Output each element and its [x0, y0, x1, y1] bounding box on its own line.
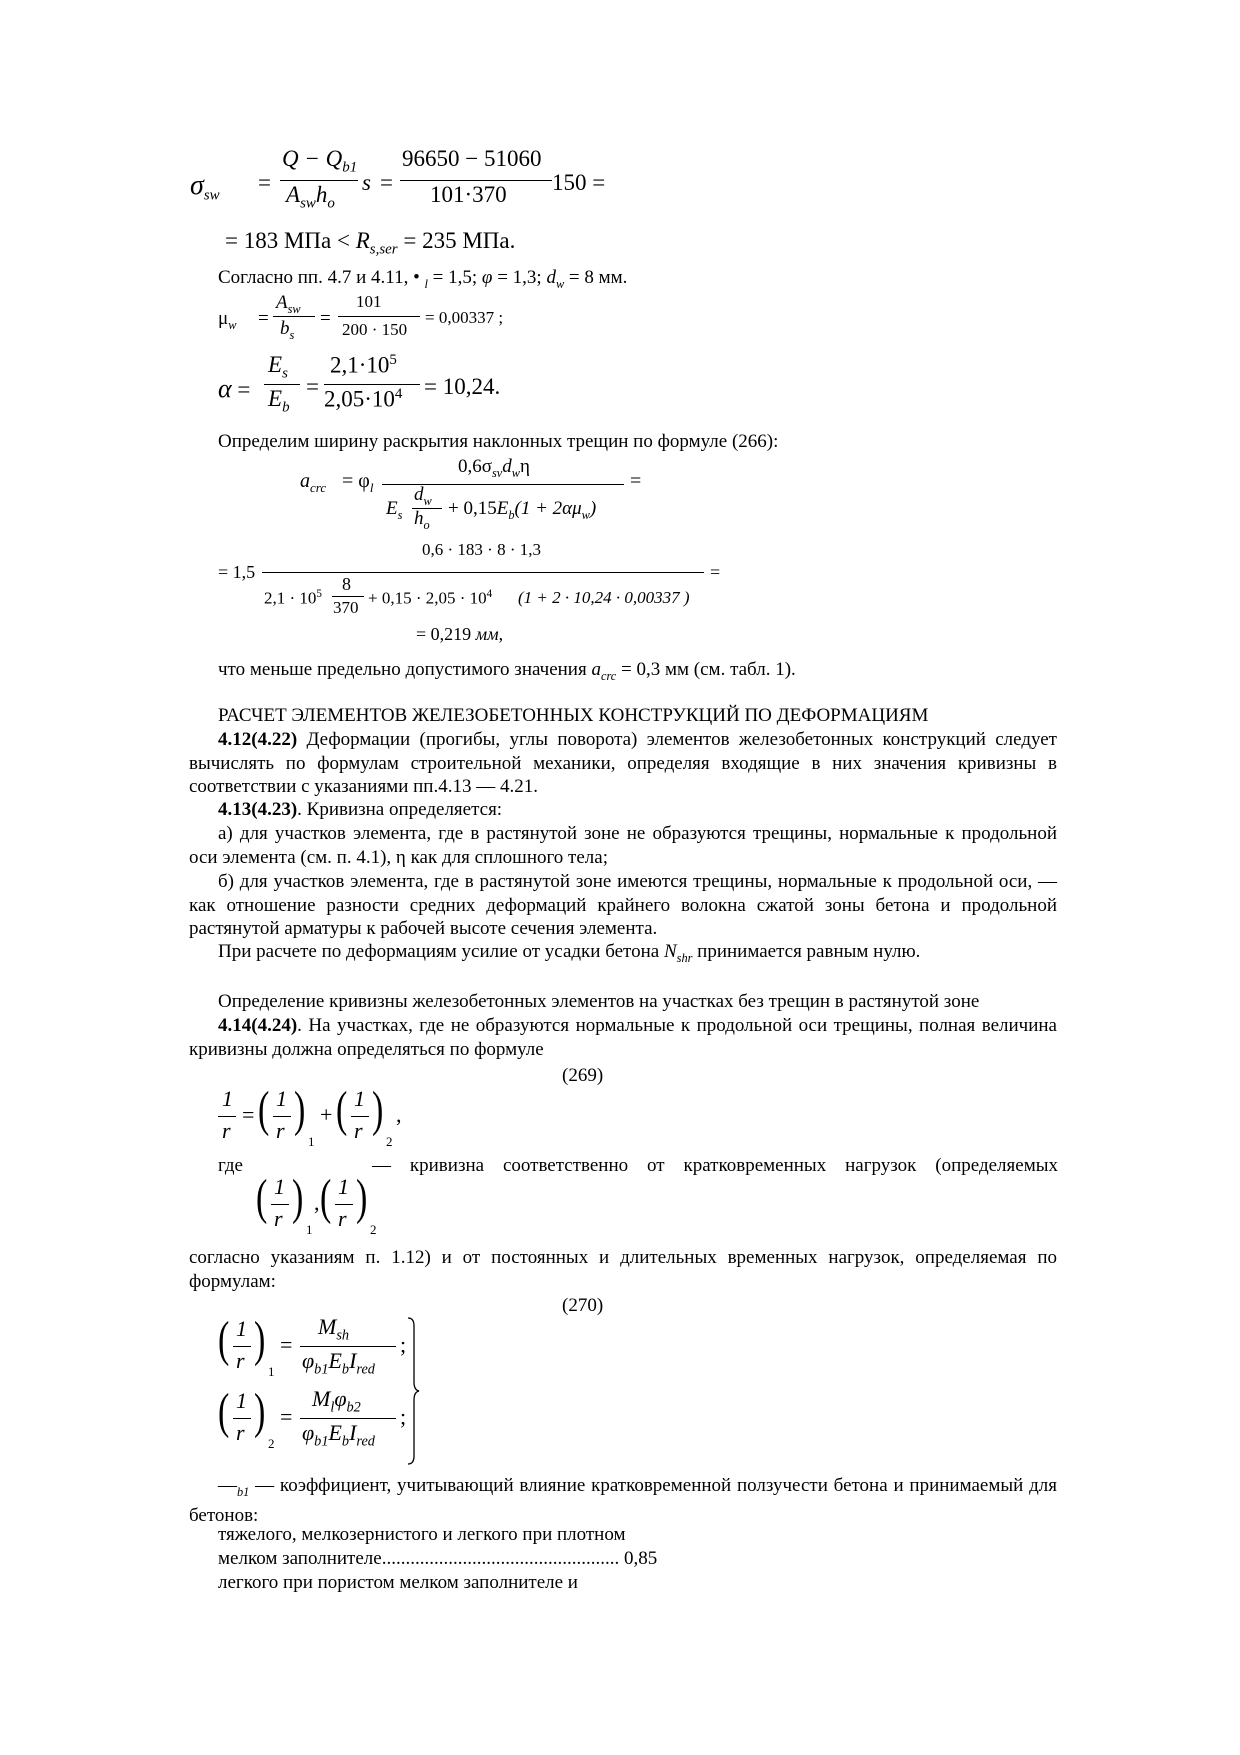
subheading: Определение кривизны железобетонных элементов на участках без трещин в растянутой зоне [218, 991, 980, 1012]
where-label: где [218, 1155, 243, 1176]
paragraph-shrinkage: При расчете по деформациям усилие от усадки бетона $N_{shr}$ принимается равным нулю. [218, 941, 921, 965]
paragraph-4-12: 4.12(4.22) Деформации (прогибы, углы поворота) элементов железобетонных конструкций следует вычислять по формулам строительной механики, определяя входящие в них значения кривизны в соответствии с указаниями пп.4.13 — 4.21. [189, 729, 1057, 797]
formula-270: ( 1 r ) 1 = $M_{sh}$ $\varphi_{b1}E_bI_{red}$ ; ( 1 r ) 2 = $M_l\varphi_{b2}$ $\varphi_{b1}E_bI_{red}$ ; [218, 1316, 418, 1466]
list-line-2: мелком заполнителе.................................................. 0,85 [218, 1548, 658, 1569]
frac-a-num: $Q - Q_{b1}$ [282, 146, 358, 176]
section-heading: РАСЧЕТ ЭЛЕМЕНТОВ ЖЕЛЕЗОБЕТОННЫХ КОНСТРУКЦИЙ ПО ДЕФОРМАЦИЯМ [218, 705, 929, 726]
formula-sigma-line2: = 183 МПа < $R_{s,ser} = 235$ МПа. [225, 228, 516, 258]
frac-b-den: 101·370 [430, 182, 507, 207]
text-coefficients: Согласно пп. 4.7 и 4.11, • $_l$ = 1,5; φ = 1,3; $d_w = 8$ мм. [218, 267, 628, 291]
text-formula-266: Определим ширину раскрытия наклонных трещин по формуле (266): [218, 431, 779, 452]
where-text: — кривизна соответственно от кратковременных нагрузок (определяемых [372, 1155, 1058, 1176]
paragraph-4-13-a: а) для участков элемента, где в растянутой зоне не образуются трещины, нормальные к продольной оси элемента (см. п. 4.1), η как для сплошного тела; [189, 823, 1057, 868]
text-limit: что меньше предельно допустимого значения $a_{crc} = 0,3$ мм (см. табл. 1). [218, 659, 796, 683]
paragraph-phi-b1: $—_{b1}$ — коэффициент, учитывающий влияние кратковременной ползучести бетона и принимаемый для бетонов: [189, 1475, 1057, 1527]
paragraph-4-13: 4.13(4.23). Кривизна определяется: [218, 799, 503, 820]
equation-number-269: (269) [562, 1065, 604, 1086]
paragraph-where-continuation: согласно указаниям п. 1.12) и от постоянных и длительных временных нагрузок, определяемая по формулам: [189, 1247, 1057, 1292]
frac-a-den: $A_{sw}h_o$ [286, 182, 335, 212]
right-brace-icon [406, 1316, 420, 1466]
equation-number-270: (270) [562, 1295, 604, 1316]
list-line-3: легкого при пористом мелком заполнителе и [218, 1572, 578, 1593]
frac-b-num: 96650 − 51060 [402, 146, 542, 171]
paragraph-4-14: 4.14(4.24). На участках, где не образуются нормальные к продольной оси трещины, полная величина кривизны должна определяться по формуле [189, 1015, 1057, 1060]
list-line-1: тяжелого, мелкозернистого и легкого при плотном [218, 1524, 626, 1545]
paragraph-4-13-b: б) для участков элемента, где в растянутой зоне имеются трещины, нормальные к продольной оси, — как отношение разности средних деформаций крайнего волокна сжатой зоны бетона и продольной растянутой арматуры к рабочей высоте сечения элемента. [189, 871, 1057, 939]
formula-acrc-result: = 0,219 мм, [416, 624, 504, 644]
sigma-symbol: σ [190, 170, 204, 201]
